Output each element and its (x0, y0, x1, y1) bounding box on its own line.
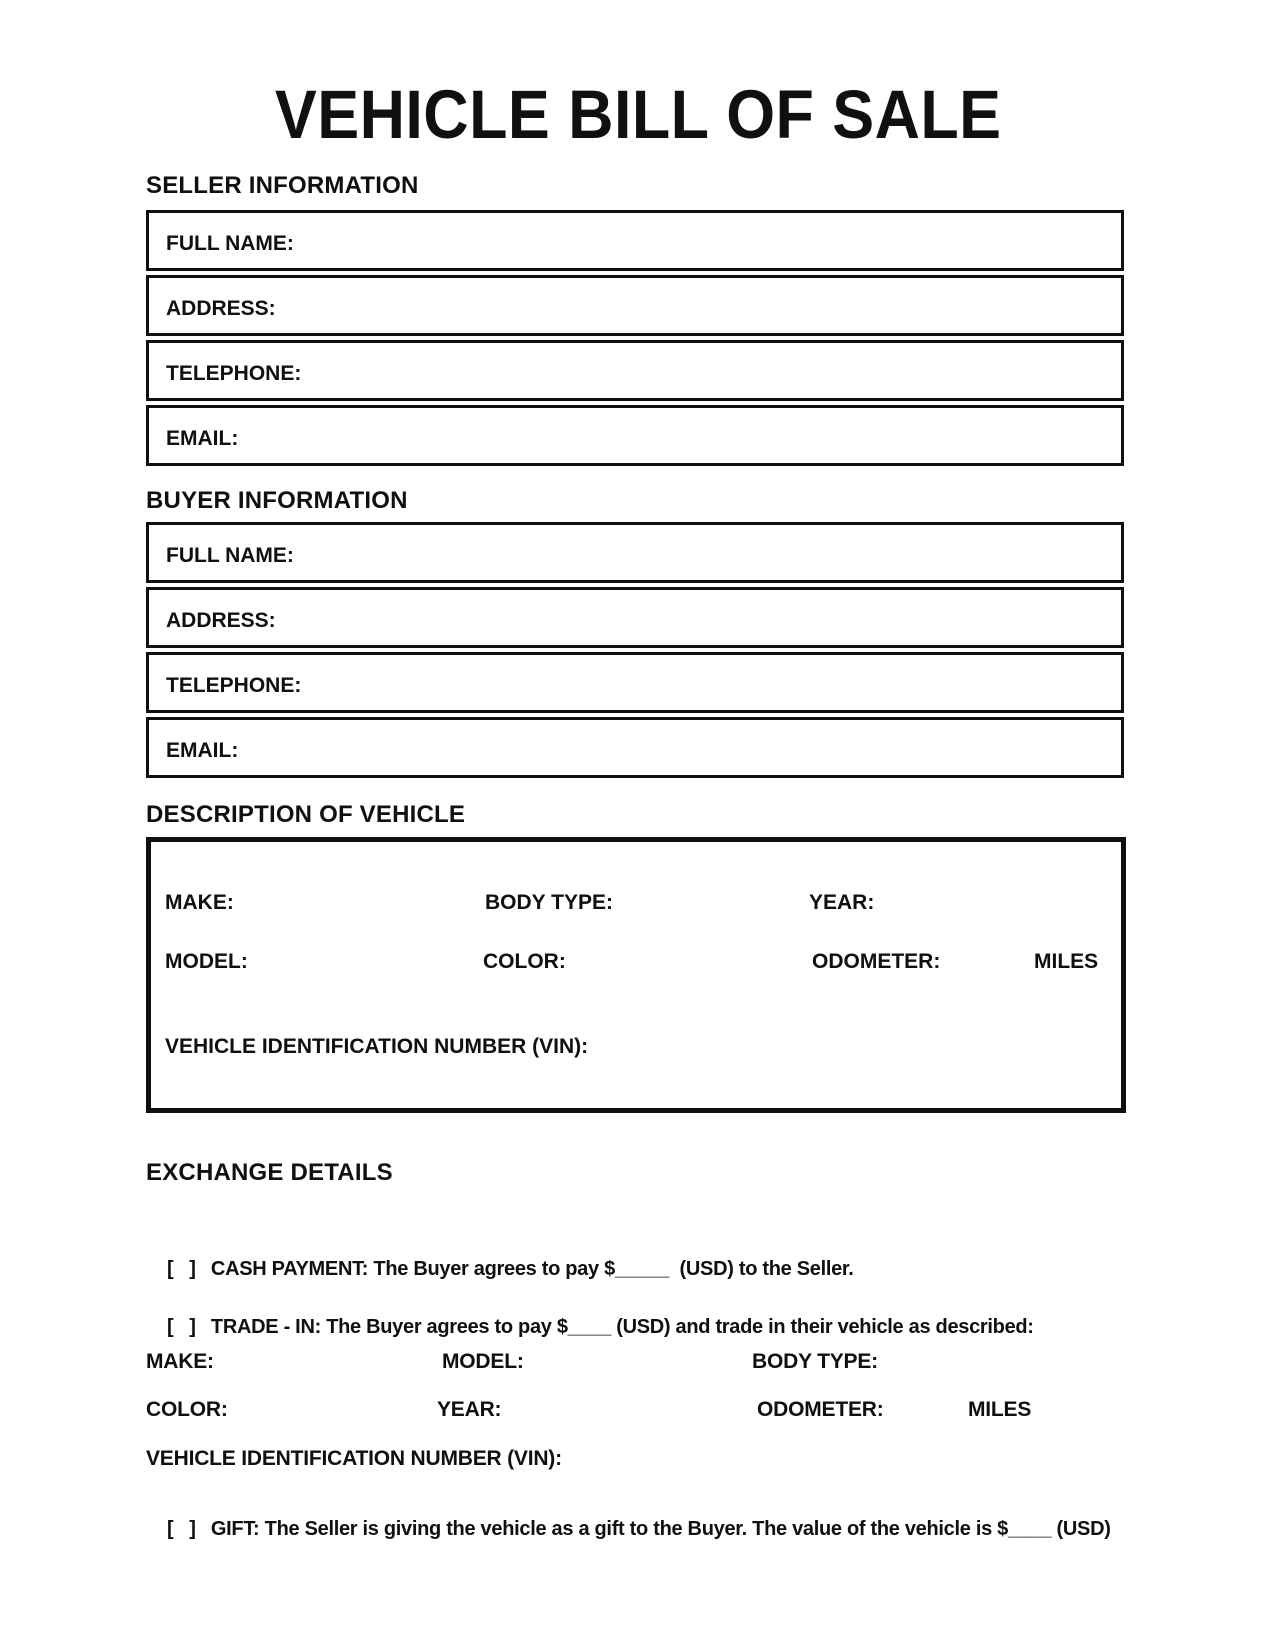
buyer-telephone-field[interactable] (146, 652, 1124, 713)
buyer-email-field[interactable] (146, 717, 1124, 778)
vehicle-body-type-label: BODY TYPE: (485, 891, 613, 914)
seller-email-field[interactable] (146, 405, 1124, 466)
seller-full-name-label: FULL NAME: (166, 231, 294, 255)
vehicle-odometer-label: ODOMETER: (812, 950, 941, 973)
buyer-section-heading: BUYER INFORMATION (146, 487, 408, 514)
seller-telephone-field[interactable] (146, 340, 1124, 401)
page-title (0, 76, 1276, 153)
buyer-full-name-field[interactable] (146, 522, 1124, 583)
gift-checkbox[interactable]: [ ] (167, 1518, 201, 1540)
trade-vehicle-color-label: COLOR: (146, 1398, 228, 1421)
cash-payment-text: CASH PAYMENT: The Buyer agrees to pay $_____ (USD) to the Seller. (210, 1258, 854, 1280)
trade-vehicle-vin-label: VEHICLE IDENTIFICATION NUMBER (VIN): (146, 1447, 562, 1470)
trade-vehicle-miles-label: MILES (968, 1398, 1032, 1421)
trade-vehicle-model-label: MODEL: (442, 1350, 524, 1373)
exchange-section-heading: EXCHANGE DETAILS (146, 1159, 393, 1186)
vehicle-make-label: MAKE: (165, 891, 234, 914)
seller-address-field[interactable] (146, 275, 1124, 336)
buyer-email-label: EMAIL: (166, 738, 239, 762)
gift-text: GIFT: The Seller is giving the vehicle as a gift to the Buyer. The value of the vehicle is $____ (USD) (210, 1518, 1111, 1540)
buyer-full-name-label: FULL NAME: (166, 543, 294, 567)
seller-full-name-field[interactable] (146, 210, 1124, 271)
cash-payment-checkbox[interactable]: [ ] (167, 1258, 201, 1280)
trade-vehicle-odometer-label: ODOMETER: (757, 1398, 884, 1421)
seller-section-heading: SELLER INFORMATION (146, 172, 419, 199)
trade-in-option (146, 1297, 1034, 1357)
trade-vehicle-year-label: YEAR: (437, 1398, 502, 1421)
vehicle-color-label: COLOR: (483, 950, 566, 973)
seller-address-label: ADDRESS: (166, 296, 276, 320)
vehicle-year-label: YEAR: (809, 891, 875, 914)
seller-telephone-label: TELEPHONE: (166, 361, 302, 385)
buyer-telephone-label: TELEPHONE: (166, 673, 302, 697)
seller-email-label: EMAIL: (166, 426, 239, 450)
trade-vehicle-body-type-label: BODY TYPE: (752, 1350, 878, 1373)
buyer-address-field[interactable] (146, 587, 1124, 648)
vehicle-vin-label: VEHICLE IDENTIFICATION NUMBER (VIN): (165, 1035, 589, 1058)
vehicle-miles-label: MILES (1034, 950, 1099, 973)
cash-payment-option (146, 1239, 854, 1299)
buyer-address-label: ADDRESS: (166, 608, 276, 632)
trade-in-text: TRADE - IN: The Buyer agrees to pay $____ (USD) and trade in their vehicle as described: (210, 1316, 1034, 1338)
vehicle-section-heading: DESCRIPTION OF VEHICLE (146, 801, 466, 828)
gift-option (146, 1499, 1111, 1559)
trade-vehicle-make-label: MAKE: (146, 1350, 214, 1373)
trade-in-checkbox[interactable]: [ ] (167, 1316, 201, 1338)
vehicle-model-label: MODEL: (165, 950, 248, 973)
page-title-text: VEHICLE BILL OF SALE (274, 76, 1002, 153)
vehicle-description-box[interactable] (146, 837, 1126, 1113)
